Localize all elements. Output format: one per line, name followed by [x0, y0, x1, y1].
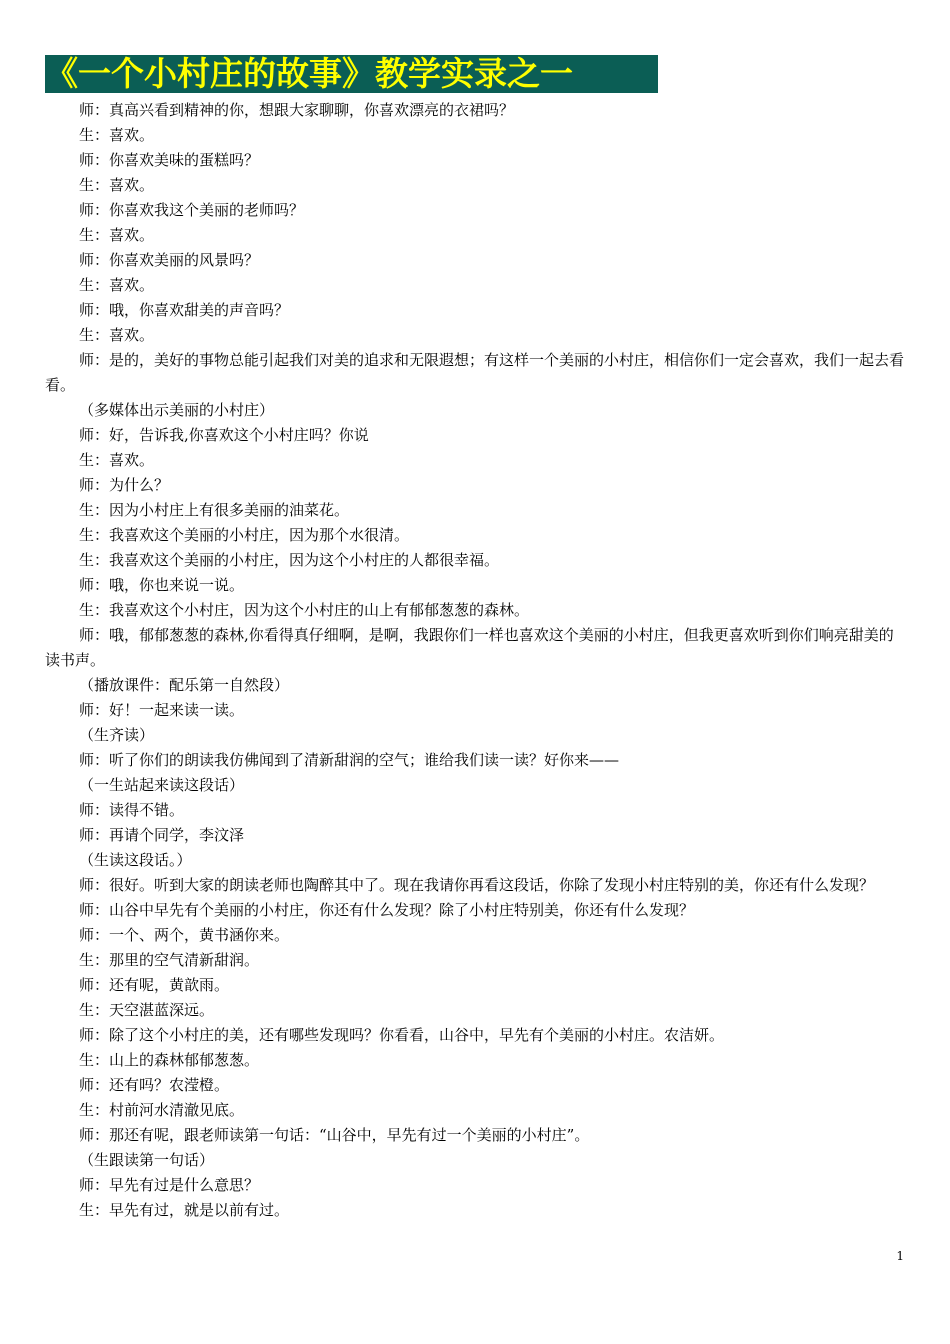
dialogue-paragraph: （生跟读第一句话）	[79, 1151, 215, 1169]
dialogue-paragraph: 师：那还有呢，跟老师读第一句话：“山谷中，早先有过一个美丽的小村庄”。	[79, 1126, 590, 1144]
dialogue-paragraph: 师：除了这个小村庄的美，还有哪些发现吗？你看看，山谷中，早先有个美丽的小村庄。农洁妍。	[79, 1026, 725, 1044]
dialogue-paragraph: 师：早先有过是什么意思？	[79, 1176, 260, 1194]
dialogue-paragraph: （播放课件：配乐第一自然段）	[79, 676, 290, 694]
dialogue-paragraph: 生：喜欢。	[79, 126, 155, 144]
dialogue-paragraph: 生：山上的森林郁郁葱葱。	[79, 1051, 260, 1069]
dialogue-paragraph: 生：天空湛蓝深远。	[79, 1001, 215, 1019]
dialogue-paragraph: 师：读得不错。	[79, 801, 185, 819]
dialogue-paragraph: 师：是的，美好的事物总能引起我们对美的追求和无限遐想；有这样一个美丽的小村庄，相信你们一定会喜欢，我们一起去看看。	[45, 351, 905, 394]
dialogue-paragraph: 师：还有呢，黄歆雨。	[79, 976, 230, 994]
dialogue-paragraph: 生：村前河水清澈见底。	[79, 1101, 245, 1119]
dialogue-paragraph: 师：一个、两个，黄书涵你来。	[79, 926, 290, 944]
dialogue-paragraph: 生：喜欢。	[79, 276, 155, 294]
document-body	[45, 98, 907, 1223]
dialogue-paragraph: 生：因为小村庄上有很多美丽的油菜花。	[79, 501, 350, 519]
dialogue-paragraph: 师：哦，你也来说一说。	[79, 576, 245, 594]
dialogue-paragraph: 生：喜欢。	[79, 176, 155, 194]
dialogue-paragraph: （多媒体出示美丽的小村庄）	[79, 401, 275, 419]
dialogue-paragraph: 师：很好。听到大家的朗读老师也陶醉其中了。现在我请你再看这段话，你除了发现小村庄特别的美，你还有什么发现？	[79, 876, 875, 894]
dialogue-paragraph: 师：好！一起来读一读。	[79, 701, 245, 719]
dialogue-paragraph: 生：我喜欢这个小村庄，因为这个小村庄的山上有郁郁葱葱的森林。	[79, 601, 530, 619]
dialogue-paragraph: 师：山谷中早先有个美丽的小村庄，你还有什么发现？除了小村庄特别美，你还有什么发现？	[79, 901, 695, 919]
dialogue-paragraph: 生：那里的空气清新甜润。	[79, 951, 260, 969]
dialogue-paragraph: 师：哦，郁郁葱葱的森林,你看得真仔细啊，是啊，我跟你们一样也喜欢这个美丽的小村庄，但我更喜欢听到你们响亮甜美的读书声。	[45, 626, 894, 669]
dialogue-paragraph: 师：你喜欢美丽的风景吗？	[79, 251, 260, 269]
dialogue-paragraph: 生：喜欢。	[79, 226, 155, 244]
page-title: 《一个小村庄的故事》教学实录之一	[45, 55, 658, 93]
dialogue-paragraph: 师：你喜欢美味的蛋糕吗？	[79, 151, 260, 169]
dialogue-paragraph: 师：你喜欢我这个美丽的老师吗？	[79, 201, 305, 219]
dialogue-paragraph: 师：哦，你喜欢甜美的声音吗？	[79, 301, 290, 319]
dialogue-paragraph: 生：喜欢。	[79, 326, 155, 344]
dialogue-paragraph: （一生站起来读这段话）	[79, 776, 245, 794]
page-number: 1	[896, 1249, 904, 1263]
dialogue-paragraph: 师：再请个同学，李汶泽	[79, 826, 245, 844]
dialogue-paragraph: 生：早先有过，就是以前有过。	[79, 1201, 290, 1219]
dialogue-paragraph: 师：还有吗？农滢橙。	[79, 1076, 230, 1094]
dialogue-paragraph: 生：喜欢。	[79, 451, 155, 469]
dialogue-paragraph: 师：听了你们的朗读我仿佛闻到了清新甜润的空气；谁给我们读一读？好你来——	[79, 751, 620, 769]
dialogue-paragraph: 生：我喜欢这个美丽的小村庄，因为那个水很清。	[79, 526, 410, 544]
dialogue-paragraph: 师：真高兴看到精神的你，想跟大家聊聊，你喜欢漂亮的衣裙吗？	[79, 101, 515, 119]
dialogue-paragraph: 生：我喜欢这个美丽的小村庄，因为这个小村庄的人都很幸福。	[79, 551, 500, 569]
dialogue-paragraph: 师：为什么？	[79, 476, 170, 494]
dialogue-paragraph: （生齐读）	[79, 726, 155, 744]
dialogue-paragraph: （生读这段话。）	[79, 851, 192, 869]
dialogue-paragraph: 师：好，告诉我,你喜欢这个小村庄吗？你说	[79, 426, 369, 444]
